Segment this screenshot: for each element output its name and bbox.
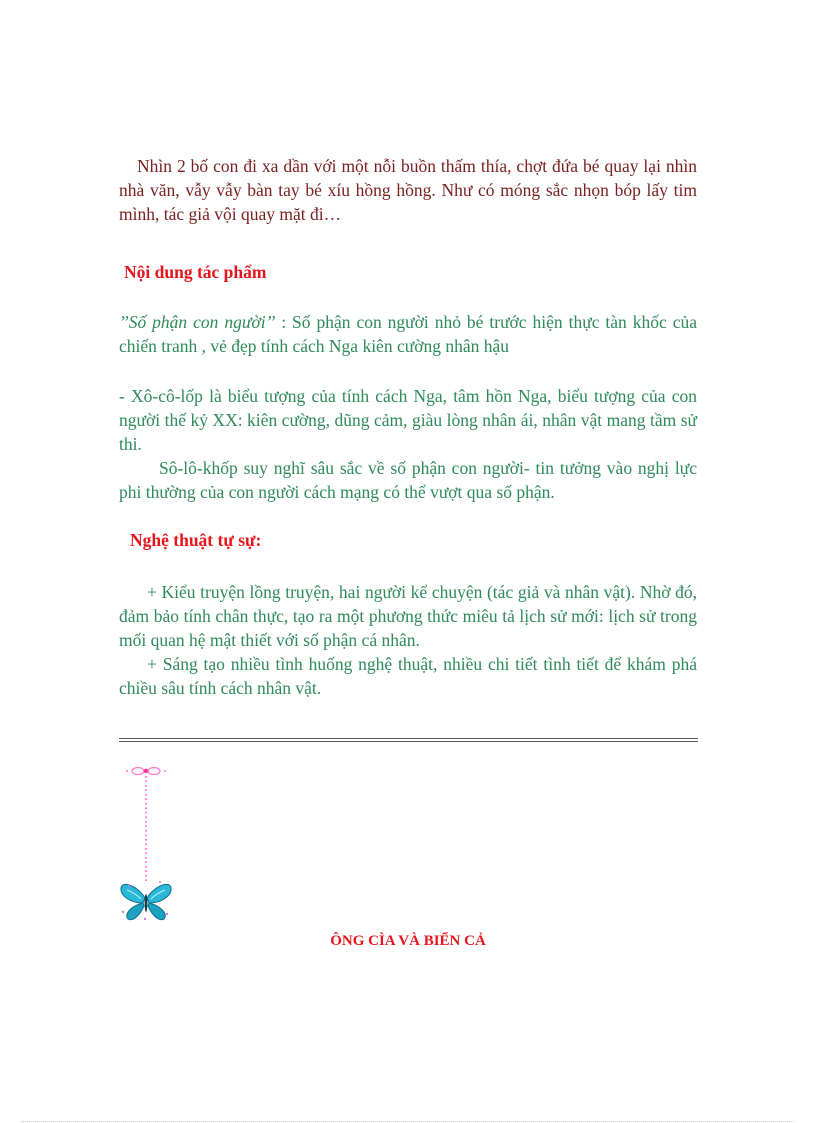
intro-text: Nhìn 2 bố con đi xa dần với một nỗi buồn thấm thía, chợt đứa bé quay lại nhìn nhà văn, vẫy vẫy bàn tay bé xíu hồng hồng. Như có móng sắc nhọn bóp lấy tim mình, tác giả vội quay mặt đi… bbox=[119, 156, 697, 224]
divider-rule bbox=[119, 738, 698, 739]
art-heading: Nghệ thuật tự sự: bbox=[130, 530, 262, 550]
intro-paragraph bbox=[119, 154, 697, 226]
butterfly-decoration bbox=[115, 762, 175, 922]
point1-paragraph: - Xô-cô-lốp là biểu tượng của tính cách Nga, tâm hồn Nga, biểu tượng của con người thế kỷ XX: kiên cường, dũng cảm, giàu lòng nhân ái, nhân vật mang tầm sử thi. bbox=[119, 386, 697, 454]
work-title: ’’Số phận con người’’ bbox=[119, 312, 276, 332]
point2-paragraph: Sô-lô-khốp suy nghĩ sâu sắc về số phận con người- tin tưởng vào nghị lực phi thường của con người cách mạng có thể vượt qua số phận. bbox=[119, 458, 697, 502]
butterfly-icon bbox=[121, 884, 171, 919]
art-item1: + Kiểu truyện lồng truyện, hai người kể chuyện (tác giả và nhân vật). Nhờ đó, đảm bảo tính chân thực, tạo ra một phương thức miêu tả lịch sử mới: lịch sử trong mối quan hệ mật thiết với số phận cá nhân. bbox=[119, 582, 697, 650]
summary-text: : Số phận con người nhỏ bé trước hiện thực tàn khốc của chiến tranh , vẻ đẹp tính cách Nga kiên cường nhân hậu bbox=[119, 312, 697, 356]
next-section-title: ÔNG CÌA VÀ BIỂN CẢ bbox=[330, 933, 486, 949]
divider-rule bbox=[119, 741, 698, 742]
ribbon-icon bbox=[126, 768, 166, 775]
summary-paragraph bbox=[119, 310, 697, 358]
art-item2: + Sáng tạo nhiều tình huống nghệ thuật, nhiều chi tiết tình tiết để khám phá chiều sâu tính cách nhân vật. bbox=[119, 654, 697, 698]
page-edge-dots bbox=[22, 1121, 794, 1122]
content-heading: Nội dung tác phẩm bbox=[124, 262, 267, 282]
